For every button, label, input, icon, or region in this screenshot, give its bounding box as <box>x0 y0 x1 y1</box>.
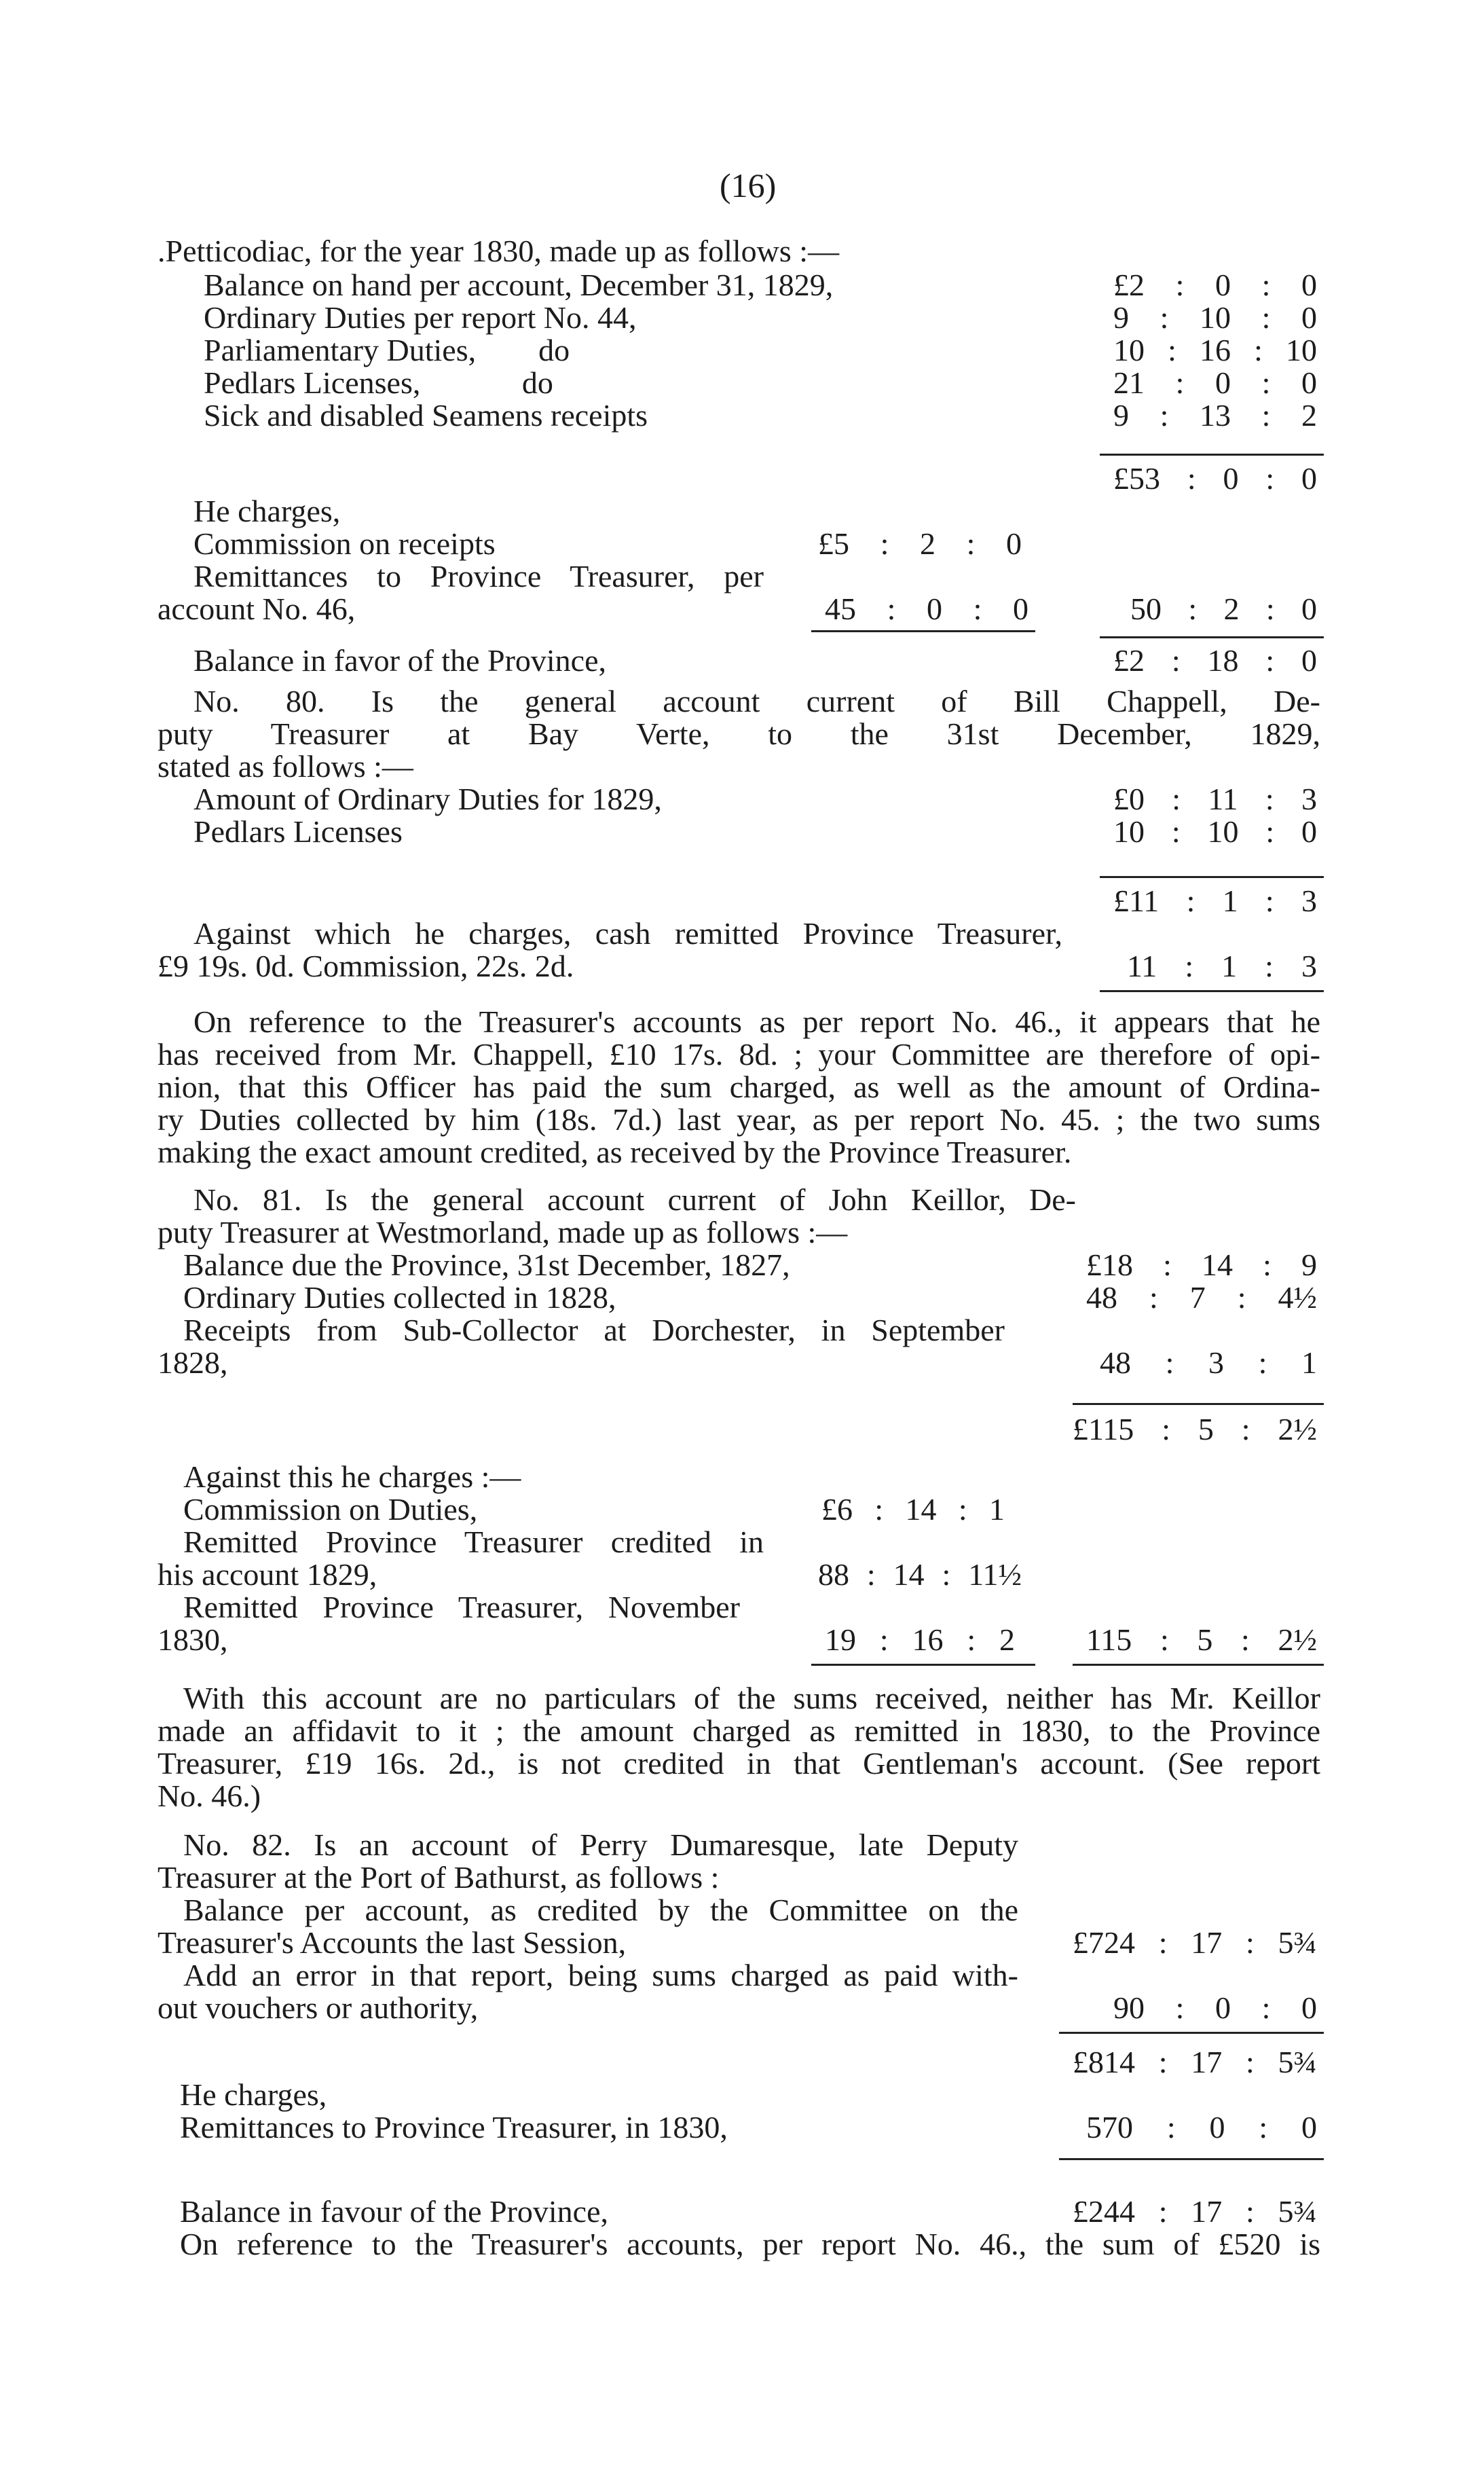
error-amount: 90 : 0 : 0 <box>1113 1990 1317 2025</box>
total-rule <box>1100 876 1324 878</box>
remittances-label: Remittances to Province Treasurer, in 1830, <box>180 2110 728 2145</box>
receipts-amount: 48 : 3 : 1 <box>1100 1345 1317 1380</box>
line-item-amount: 21 : 0 : 0 <box>1113 365 1317 400</box>
balance-favour-label: Balance in favour of the Province, <box>180 2194 608 2229</box>
remittances-label: Remittances to Province Treasurer, per <box>193 559 764 594</box>
commission-label: Commission on receipts <box>193 526 496 561</box>
no80-paragraph-line: No. 80. Is the general account current of Bill Chappell, De- <box>193 684 1320 718</box>
remitted-amount: 19 : 16 : 2 <box>825 1622 1015 1657</box>
remittances-label-cont: account No. 46, <box>157 591 356 626</box>
charges-total: 115 : 5 : 2½ <box>1086 1622 1317 1657</box>
line-item-amount: £0 : 11 : 3 <box>1113 782 1317 816</box>
line-item-label: Ordinary Duties collected in 1828, <box>183 1280 616 1315</box>
line-item-label: Pedlars Licenses, do <box>204 365 553 400</box>
line-item-amount: 9 : 10 : 0 <box>1113 300 1317 335</box>
against-amount: 11 : 1 : 3 <box>1127 949 1317 983</box>
remitted-amount: 88 : 14 : 11½ <box>818 1557 1022 1592</box>
total-rule <box>1059 2158 1324 2160</box>
reference-line: ry Duties collected by him (18s. 7d.) last year, as per report No. 45. ; the two sums <box>157 1102 1320 1137</box>
remitted-label-cont: his account 1829, <box>157 1557 377 1592</box>
balance-amount: £2 : 18 : 0 <box>1113 643 1317 678</box>
charges-heading: He charges, <box>193 494 341 528</box>
commission-amount: £6 : 14 : 1 <box>821 1492 1005 1527</box>
no82-total: £814 : 17 : 5¾ <box>1073 2045 1317 2079</box>
no82-paragraph-line: Treasurer at the Port of Bathurst, as follows : <box>157 1860 720 1895</box>
line-item-amount: 10 : 10 : 0 <box>1113 814 1317 849</box>
reference-line: On reference to the Treasurer's accounts as per report No. 46., it appears that he <box>193 1004 1320 1039</box>
error-label: Add an error in that report, being sums charged as paid with- <box>183 1958 1018 1992</box>
note-line: No. 46.) <box>157 1779 261 1813</box>
balance-label: Balance per account, as credited by the Committee on the <box>183 1893 1018 1927</box>
line-item-label: Pedlars Licenses <box>193 814 403 849</box>
total-rule <box>1100 454 1324 456</box>
line-item-label: Balance due the Province, 31st December, 1827, <box>183 1247 790 1282</box>
note-line: made an affidavit to it ; the amount charged as remitted in 1830, to the Province <box>157 1713 1320 1748</box>
error-label-cont: out vouchers or authority, <box>157 1990 479 2025</box>
petticodiac-total: £53 : 0 : 0 <box>1113 461 1317 496</box>
no81-paragraph-line: puty Treasurer at Westmorland, made up as follows :— <box>157 1215 848 1250</box>
line-item-amount: 9 : 13 : 2 <box>1113 398 1317 433</box>
commission-amount: £5 : 2 : 0 <box>818 526 1022 561</box>
remittances-amount: 570 : 0 : 0 <box>1086 2110 1317 2145</box>
balance-favour-amount: £244 : 17 : 5¾ <box>1073 2194 1317 2229</box>
total-rule <box>1100 990 1324 992</box>
line-item-amount: 10 : 16 : 10 <box>1113 333 1317 367</box>
no80-paragraph-line: puty Treasurer at Bay Verte, to the 31st December, 1829, <box>157 716 1320 751</box>
balance-amount: £724 : 17 : 5¾ <box>1073 1925 1317 1960</box>
receipts-label: Receipts from Sub-Collector at Dorchester, in September <box>183 1313 1005 1347</box>
no80-paragraph-line: stated as follows :— <box>157 749 413 784</box>
balance-label: Balance in favor of the Province, <box>193 643 606 678</box>
remitted-label: Remitted Province Treasurer credited in <box>183 1525 764 1559</box>
line-item-label: Sick and disabled Seamens receipts <box>204 398 648 433</box>
no82-paragraph-line: No. 82. Is an account of Perry Dumaresque, late Deputy <box>183 1827 1018 1862</box>
no81-total: £115 : 5 : 2½ <box>1073 1412 1317 1446</box>
charges-heading: He charges, <box>180 2077 327 2112</box>
final-line: On reference to the Treasurer's accounts, per report No. 46., the sum of £520 is <box>180 2227 1320 2261</box>
remitted-label-cont: 1830, <box>157 1622 228 1657</box>
receipts-label-cont: 1828, <box>157 1345 228 1380</box>
petticodiac-intro: .Petticodiac, for the year 1830, made up as follows :— <box>157 234 840 268</box>
reference-line: has received from Mr. Chappell, £10 17s. 8d. ; your Committee are therefore of opi- <box>157 1037 1320 1072</box>
line-item-label: Balance on hand per account, December 31, 1829, <box>204 268 834 302</box>
page-number: (16) <box>720 166 777 204</box>
line-item-label: Amount of Ordinary Duties for 1829, <box>193 782 662 816</box>
no81-paragraph-line: No. 81. Is the general account current of John Keillor, De- <box>193 1182 1076 1217</box>
commission-label: Commission on Duties, <box>183 1492 478 1527</box>
note-line: With this account are no particulars of the sums received, neither has Mr. Keillor <box>183 1681 1320 1715</box>
against-label: Against which he charges, cash remitted Province Treasurer, <box>193 916 1062 951</box>
line-item-label: Ordinary Duties per report No. 44, <box>204 300 637 335</box>
balance-label-cont: Treasurer's Accounts the last Session, <box>157 1925 627 1960</box>
charges-heading: Against this he charges :— <box>183 1459 521 1494</box>
line-item-amount: £18 : 14 : 9 <box>1086 1247 1317 1282</box>
against-label-cont: £9 19s. 0d. Commission, 22s. 2d. <box>157 949 574 983</box>
total-rule <box>1073 1403 1324 1405</box>
total-rule <box>1073 1664 1324 1666</box>
line-item-label: Parliamentary Duties, do <box>204 333 570 367</box>
line-item-amount: 48 : 7 : 4½ <box>1086 1280 1317 1315</box>
reference-line: making the exact amount credited, as received by the Province Treasurer. <box>157 1135 1072 1169</box>
remitted-label: Remitted Province Treasurer, November <box>183 1590 740 1624</box>
remittances-amount: 45 : 0 : 0 <box>825 591 1028 626</box>
charges-total: 50 : 2 : 0 <box>1130 591 1317 626</box>
subtotal-rule <box>811 1664 1035 1666</box>
line-item-amount: £2 : 0 : 0 <box>1113 268 1317 302</box>
total-rule <box>1100 636 1324 638</box>
note-line: Treasurer, £19 16s. 2d., is not credited in that Gentleman's account. (See report <box>157 1746 1320 1781</box>
reference-line: nion, that this Officer has paid the sum charged, as well as the amount of Ordina- <box>157 1070 1320 1104</box>
subtotal-rule <box>811 630 1035 632</box>
total-rule <box>1059 2032 1324 2034</box>
no80-total: £11 : 1 : 3 <box>1113 883 1317 918</box>
